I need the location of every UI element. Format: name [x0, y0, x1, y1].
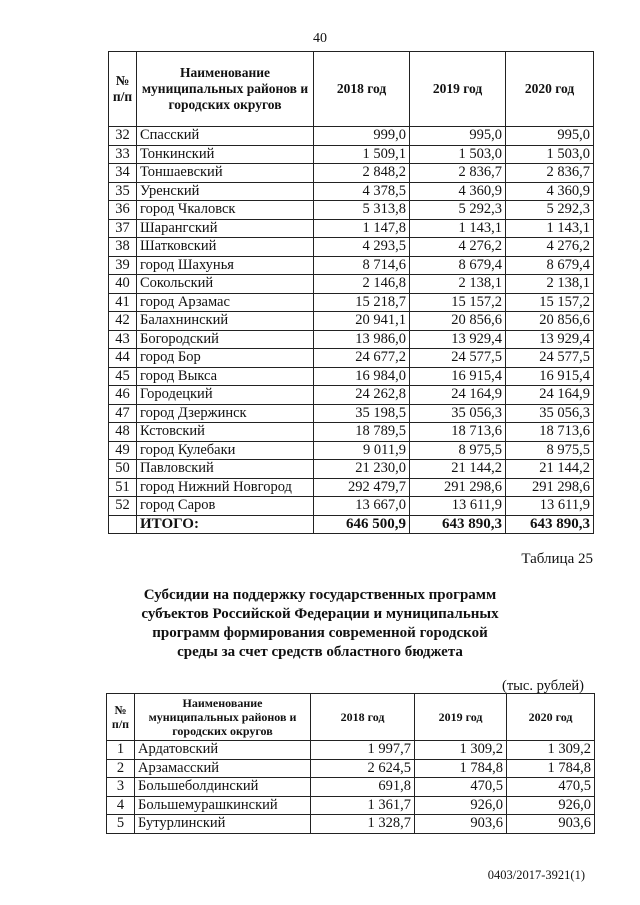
table-row — [109, 275, 594, 294]
table-row — [109, 404, 594, 423]
value-2019: 2 836,7 — [410, 164, 506, 183]
title-line: Субсидии на поддержку государственных программ — [143, 587, 497, 603]
section-title — [0, 586, 640, 662]
value-2018: 13 986,0 — [314, 330, 410, 349]
value-2018: 20 941,1 — [314, 312, 410, 331]
value-2019: 8 679,4 — [410, 256, 506, 275]
table-row — [109, 478, 594, 497]
value-2020: 24 577,5 — [506, 349, 594, 368]
value-2018: 2 146,8 — [314, 275, 410, 294]
value-2018: 691,8 — [311, 778, 415, 797]
value-2020: 291 298,6 — [506, 478, 594, 497]
row-number: 48 — [109, 423, 137, 442]
value-2020: 2 138,1 — [506, 275, 594, 294]
value-2019: 4 276,2 — [410, 238, 506, 257]
value-2020: 5 292,3 — [506, 201, 594, 220]
row-number: 36 — [109, 201, 137, 220]
value-2018: 24 677,2 — [314, 349, 410, 368]
table-row — [109, 201, 594, 220]
value-2019: 13 929,4 — [410, 330, 506, 349]
header-2019: 2019 год — [415, 694, 507, 741]
row-number: 32 — [109, 127, 137, 146]
value-2019: 1 503,0 — [410, 145, 506, 164]
value-2020: 1 143,1 — [506, 219, 594, 238]
value-2020: 1 503,0 — [506, 145, 594, 164]
urban-environment-subsidy-table — [106, 693, 595, 834]
title-line: программ формирования современной городской — [152, 625, 488, 641]
value-2019: 903,6 — [415, 815, 507, 834]
value-2020: 1 784,8 — [507, 759, 595, 778]
total-row — [109, 515, 594, 534]
table-row — [109, 127, 594, 146]
value-2018: 13 667,0 — [314, 497, 410, 516]
header-2019: 2019 год — [410, 52, 506, 127]
district-name: город Дзержинск — [137, 404, 314, 423]
row-number: 43 — [109, 330, 137, 349]
value-2020: 24 164,9 — [506, 386, 594, 405]
district-name: Сокольский — [137, 275, 314, 294]
value-2019: 18 713,6 — [410, 423, 506, 442]
district-name: Тонкинский — [137, 145, 314, 164]
units-label: (тыс. рублей) — [502, 678, 584, 694]
district-name: Балахнинский — [137, 312, 314, 331]
row-number: 2 — [107, 759, 135, 778]
subsidy-table-continued — [108, 51, 594, 534]
value-2019: 1 784,8 — [415, 759, 507, 778]
value-2019: 470,5 — [415, 778, 507, 797]
row-number: 1 — [107, 741, 135, 760]
value-2019: 15 157,2 — [410, 293, 506, 312]
table-header-row — [107, 694, 595, 741]
value-2018: 999,0 — [314, 127, 410, 146]
district-name: Богородский — [137, 330, 314, 349]
value-2020: 13 929,4 — [506, 330, 594, 349]
row-number: 37 — [109, 219, 137, 238]
value-2019: 2 138,1 — [410, 275, 506, 294]
row-number: 45 — [109, 367, 137, 386]
table-row — [107, 815, 595, 834]
header-2018: 2018 год — [314, 52, 410, 127]
value-2019: 1 143,1 — [410, 219, 506, 238]
table-row — [109, 164, 594, 183]
value-2020: 20 856,6 — [506, 312, 594, 331]
value-2019: 8 975,5 — [410, 441, 506, 460]
header-2018: 2018 год — [311, 694, 415, 741]
total-2019: 643 890,3 — [410, 515, 506, 534]
table-row — [109, 497, 594, 516]
row-number: 52 — [109, 497, 137, 516]
header-num: № п/п — [107, 694, 135, 741]
value-2018: 1 509,1 — [314, 145, 410, 164]
table-row — [109, 312, 594, 331]
value-2019: 24 164,9 — [410, 386, 506, 405]
table-row — [109, 349, 594, 368]
value-2018: 5 313,8 — [314, 201, 410, 220]
value-2020: 21 144,2 — [506, 460, 594, 479]
value-2020: 2 836,7 — [506, 164, 594, 183]
title-line: субъектов Российской Федерации и муниципальных — [141, 606, 499, 622]
table-row — [109, 423, 594, 442]
district-name: Павловский — [137, 460, 314, 479]
district-name: город Бор — [137, 349, 314, 368]
row-number: 44 — [109, 349, 137, 368]
row-number: 42 — [109, 312, 137, 331]
table-row — [107, 796, 595, 815]
district-name: город Кулебаки — [137, 441, 314, 460]
value-2019: 1 309,2 — [415, 741, 507, 760]
page-number: 40 — [313, 31, 327, 46]
district-name: Городецкий — [137, 386, 314, 405]
district-name: город Выкса — [137, 367, 314, 386]
value-2019: 13 611,9 — [410, 497, 506, 516]
district-name: Бутурлинский — [135, 815, 311, 834]
header-2020: 2020 год — [507, 694, 595, 741]
value-2020: 903,6 — [507, 815, 595, 834]
row-number: 33 — [109, 145, 137, 164]
row-number: 49 — [109, 441, 137, 460]
total-2018: 646 500,9 — [314, 515, 410, 534]
row-number: 3 — [107, 778, 135, 797]
table-header-row — [109, 52, 594, 127]
value-2020: 8 975,5 — [506, 441, 594, 460]
value-2018: 4 293,5 — [314, 238, 410, 257]
table-row — [107, 778, 595, 797]
row-number: 47 — [109, 404, 137, 423]
district-name: Большемурашкинский — [135, 796, 311, 815]
value-2020: 4 360,9 — [506, 182, 594, 201]
value-2019: 35 056,3 — [410, 404, 506, 423]
district-name: город Саров — [137, 497, 314, 516]
district-name: город Шахунья — [137, 256, 314, 275]
header-num: № п/п — [109, 52, 137, 127]
value-2020: 926,0 — [507, 796, 595, 815]
district-name: Большеболдинский — [135, 778, 311, 797]
document-code: 0403/2017-3921(1) — [487, 868, 585, 882]
value-2018: 18 789,5 — [314, 423, 410, 442]
row-number: 5 — [107, 815, 135, 834]
row-number: 34 — [109, 164, 137, 183]
value-2018: 1 997,7 — [311, 741, 415, 760]
value-2018: 15 218,7 — [314, 293, 410, 312]
table-row — [107, 759, 595, 778]
value-2018: 4 378,5 — [314, 182, 410, 201]
table-row — [109, 386, 594, 405]
value-2019: 926,0 — [415, 796, 507, 815]
total-2020: 643 890,3 — [506, 515, 594, 534]
district-name: Шарангский — [137, 219, 314, 238]
value-2018: 9 011,9 — [314, 441, 410, 460]
table-row — [109, 182, 594, 201]
header-2020: 2020 год — [506, 52, 594, 127]
value-2018: 1 361,7 — [311, 796, 415, 815]
value-2020: 470,5 — [507, 778, 595, 797]
district-name: Кстовский — [137, 423, 314, 442]
value-2020: 35 056,3 — [506, 404, 594, 423]
value-2018: 2 848,2 — [314, 164, 410, 183]
value-2019: 24 577,5 — [410, 349, 506, 368]
district-name: Тоншаевский — [137, 164, 314, 183]
district-name: Шатковский — [137, 238, 314, 257]
table-caption: Таблица 25 — [521, 551, 593, 567]
value-2019: 16 915,4 — [410, 367, 506, 386]
header-name: Наименование муниципальных районов и городских округов — [135, 694, 311, 741]
value-2019: 20 856,6 — [410, 312, 506, 331]
value-2019: 291 298,6 — [410, 478, 506, 497]
value-2019: 5 292,3 — [410, 201, 506, 220]
value-2018: 1 328,7 — [311, 815, 415, 834]
row-number: 46 — [109, 386, 137, 405]
row-number: 38 — [109, 238, 137, 257]
value-2019: 4 360,9 — [410, 182, 506, 201]
table-row — [109, 238, 594, 257]
value-2018: 1 147,8 — [314, 219, 410, 238]
table-row — [109, 219, 594, 238]
value-2020: 8 679,4 — [506, 256, 594, 275]
table-row — [109, 367, 594, 386]
total-num-cell — [109, 515, 137, 534]
table-row — [109, 256, 594, 275]
table-row — [109, 293, 594, 312]
value-2020: 13 611,9 — [506, 497, 594, 516]
district-name: Уренский — [137, 182, 314, 201]
district-name: Спасский — [137, 127, 314, 146]
value-2018: 16 984,0 — [314, 367, 410, 386]
table-row — [107, 741, 595, 760]
title-line: среды за счет средств областного бюджета — [177, 644, 463, 660]
value-2018: 24 262,8 — [314, 386, 410, 405]
row-number: 39 — [109, 256, 137, 275]
value-2020: 15 157,2 — [506, 293, 594, 312]
row-number: 4 — [107, 796, 135, 815]
value-2020: 18 713,6 — [506, 423, 594, 442]
row-number: 50 — [109, 460, 137, 479]
value-2020: 995,0 — [506, 127, 594, 146]
value-2018: 2 624,5 — [311, 759, 415, 778]
district-name: Ардатовский — [135, 741, 311, 760]
row-number: 40 — [109, 275, 137, 294]
district-name: город Арзамас — [137, 293, 314, 312]
value-2019: 995,0 — [410, 127, 506, 146]
row-number: 51 — [109, 478, 137, 497]
row-number: 35 — [109, 182, 137, 201]
value-2018: 8 714,6 — [314, 256, 410, 275]
value-2018: 21 230,0 — [314, 460, 410, 479]
header-name: Наименование муниципальных районов и городских округов — [137, 52, 314, 127]
value-2018: 292 479,7 — [314, 478, 410, 497]
table-row — [109, 460, 594, 479]
value-2020: 4 276,2 — [506, 238, 594, 257]
value-2020: 16 915,4 — [506, 367, 594, 386]
total-label: ИТОГО: — [137, 515, 314, 534]
table-row — [109, 441, 594, 460]
row-number: 41 — [109, 293, 137, 312]
value-2019: 21 144,2 — [410, 460, 506, 479]
table-row — [109, 330, 594, 349]
district-name: город Чкаловск — [137, 201, 314, 220]
value-2020: 1 309,2 — [507, 741, 595, 760]
table-row — [109, 145, 594, 164]
district-name: Арзамасский — [135, 759, 311, 778]
value-2018: 35 198,5 — [314, 404, 410, 423]
district-name: город Нижний Новгород — [137, 478, 314, 497]
